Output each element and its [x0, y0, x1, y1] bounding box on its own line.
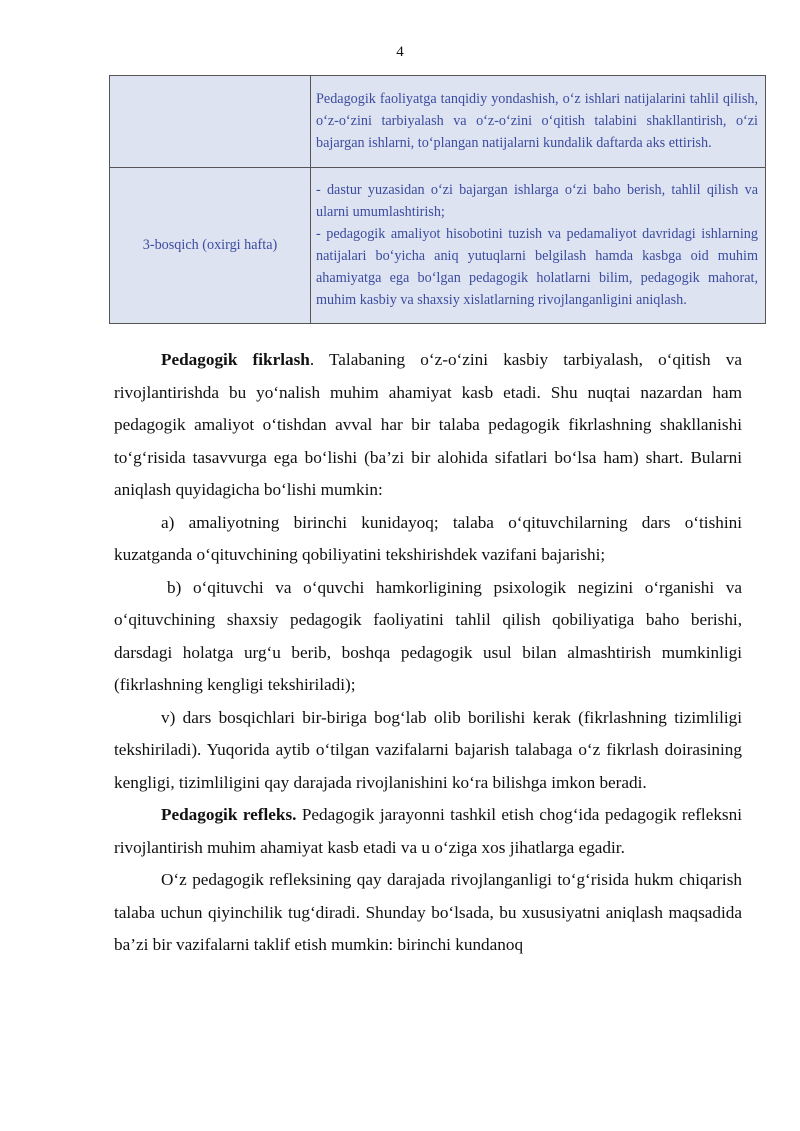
paragraph-pedagogical-reflex	[114, 799, 742, 864]
description-paragraph: Pedagogik faoliyatga tanqidiy yondashish, o‘z ishlari natijalarini tahlil qilish, o‘z-o‘zini tarbiyalash va o‘z-o‘zini o‘qitish talabini shakllantirish, o‘zi bajargan ishlarni, to‘plangan natijalarni kundalik daftarda aks ettirish.	[316, 91, 758, 151]
table-row	[110, 76, 766, 168]
description-paragraph: - dastur yuzasidan o‘zi bajargan ishlarga o‘zi baho berish, tahlil qilish va ularni umumlashtirish;	[316, 182, 758, 220]
paragraph-text: . Talabaning o‘z-o‘zini kasbiy tarbiyalash, o‘qitish va rivojlantirishda bu yo‘nalish muhim ahamiyat kasb etadi. Shu nuqtai nazardan ham pedagogik amaliyot o‘tishdan avval har bir talaba pedagogik fikrlashning shakllanishi to‘g‘risida tasavvurga ega bo‘lishi (ba’zi bir alohida sifatlari bo‘lsa ham) shart. Bularni aniqlash quyidagicha bo‘lishi mumkin:	[114, 350, 742, 499]
stage-cell	[110, 76, 311, 168]
section-heading: Pedagogik refleks.	[161, 805, 297, 824]
list-item-a: a) amaliyotning birinchi kunidayoq; talaba o‘qituvchilarning dars o‘tishini kuzatganda o‘qituvchining qobiliyatini tekshirishdek vazifani bajarishi;	[114, 512, 742, 564]
paragraph-pedagogical-thinking	[114, 344, 742, 507]
paragraph-reflex-assessment: O‘z pedagogik refleksining qay darajada rivojlanganligi to‘g‘risida hukm chiqarish talaba uchun qiyinchilik tug‘diradi. Shunday bo‘lsada, bu xususiyatni aniqlash maqsadida ba’zi bir vazifalarni taklif etish mumkin: birinchi kundanoq	[114, 870, 742, 954]
paragraph-text: Pedagogik jarayonni tashkil etish chog‘ida pedagogik refleksni rivojlantirish muhim ahamiyat kasb etadi va u o‘ziga xos jihatlarga egadir.	[114, 805, 742, 857]
practice-stages-table	[109, 75, 766, 324]
table-row	[110, 168, 766, 324]
section-heading: Pedagogik fikrlash	[161, 350, 310, 369]
stage-cell: 3-bosqich (oxirgi hafta)	[110, 168, 311, 324]
list-item-b: b) o‘qituvchi va o‘quvchi hamkorligining psixologik negizini o‘rganishi va o‘qituvchining shaxsiy pedagogik faoliyatini tahlil qilish qobiliyatiga baho berishi, darsdagi holatga urg‘u berib, boshqa pedagogik usul bilan almashtirish mumkinligi (fikrlashning kengligi tekshiriladi);	[114, 577, 742, 694]
description-paragraph: - pedagogik amaliyot hisobotini tuzish va pedamaliyot davridagi ishlarning natijalari bo‘yicha aniq yutuqlarni belgilash hamda kasbga oid muhim ahamiyatga ega bo‘lgan pedagogik holatlarni bilim, pedagogik mahorat, muhim kasbiy va shaxsiy xislatlarning rivojlanganligini aniqlash.	[316, 226, 758, 308]
body-text	[114, 344, 742, 962]
description-cell	[311, 168, 766, 324]
list-item-v: v) dars bosqichlari bir-biriga bog‘lab olib borilishi kerak (fikrlashning tizimliligi tekshiriladi). Yuqorida aytib o‘tilgan vazifalarni bajarish talabaga o‘z fikrlash doirasining kengligi, tizimliligini qay darajada rivojlanishini ko‘ra bilishga imkon beradi.	[114, 707, 742, 792]
description-cell	[311, 76, 766, 168]
page-number: 4	[396, 44, 404, 60]
